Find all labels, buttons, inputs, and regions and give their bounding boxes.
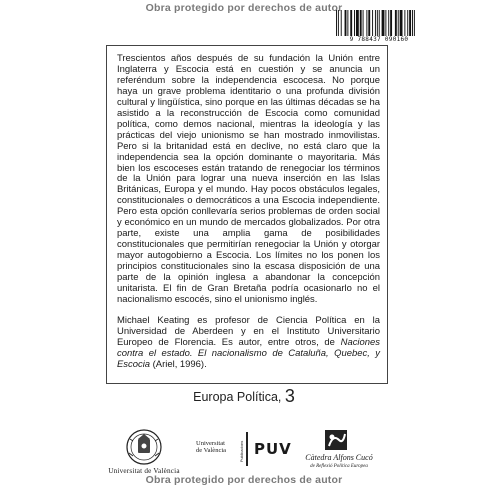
barcode-bars: [336, 10, 422, 37]
barcode-bar: [372, 10, 373, 37]
catedra-subtitle: de Reflexió Política Europea: [310, 464, 368, 469]
barcode-bar: [368, 10, 370, 37]
isbn-number: 9 788437 090160: [333, 36, 425, 43]
barcode-bar: [347, 10, 348, 37]
universitat-valencia-logo: [98, 427, 190, 477]
barcode-bar: [407, 10, 408, 37]
puv-divider: [246, 432, 248, 466]
copyright-watermark-bottom: Obra protegido por derechos de autor: [145, 474, 343, 486]
puv-vertical-label: Publicacions: [240, 440, 244, 462]
barcode-bar: [354, 10, 355, 37]
barcode-bar: [385, 10, 386, 37]
barcode-bar: [390, 10, 392, 37]
barcode-bar: [412, 10, 413, 37]
series-name: Europa Política,: [193, 390, 282, 404]
barcode-bar: [400, 10, 403, 37]
catedra-name: Càtedra Alfons Cucó: [305, 453, 373, 462]
copyright-watermark-top: Obra protegido por derechos de autor: [145, 2, 343, 14]
puv-uv-name: Universitat de València: [196, 440, 227, 454]
barcode-bar: [336, 10, 337, 37]
barcode-bar: [345, 10, 347, 37]
back-cover-text-box: [106, 45, 388, 384]
barcode-bar: [341, 10, 342, 37]
puv-wordmark: PUV: [254, 440, 292, 458]
barcode-bar: [388, 10, 389, 37]
barcode-bar: [377, 10, 378, 37]
barcode-bar: [356, 10, 359, 37]
author-bio: Michael Keating es profesor de Ciencia Política en la Universidad de Aberdeen y en el Instituto Universitario Europeo de Florencia. Es autor, entre otros, de Naciones contra el estado. El nacionalismo de Cataluña, Quebec, y Escocia (Ariel, 1996).: [117, 314, 380, 370]
barcode-bar: [395, 10, 397, 37]
synopsis-paragraph: Trescientos años después de su fundación la Unión entre Inglaterra y Escocia está en cuestión y se anuncia un referéndum sobre la independencia escocesa. No porque haya un grave problema identitario o una profunda división cultural y lingüística, sino porque en las últimas décadas se ha asistido a la reconstrucción de Escocia como comunidad política, como demos nacional, mientras la ideología y las prácticas del viejo unionismo se han mostrado inmovilistas. Pero si la britanidad está en declive, no está claro que la independencia sea la opción dominante o mayoritaria. Más bien los escoceses están tratando de renegociar los términos de la Unión para lograr una nueva inserción en las Islas Británicas, Europa y el mundo. Hay pocos obstáculos legales, constitucionales o democráticos a una Escocia independiente. Pero esta opción conllevaría serios problemas de orden social y económico en un mundo de mercados globalizados. Por otra parte, existe una amplia gama de posibilidades constitucionales que permitirían renegociar la Unión y otorgar mayor autogobierno a Escocia. Los límites no los ponen los principios constitucionales sino la escasa disposición de una parte de la opinión inglesa a abandonar la concepción unitarista. El fin de Gran Bretaña podría ocasionarlo no el nacionalismo escocés, sino el unionismo inglés.: [117, 53, 380, 305]
barcode-bar: [398, 10, 399, 37]
barcode-bar: [414, 10, 415, 37]
barcode-bar: [363, 10, 364, 37]
barcode-bar: [409, 10, 411, 37]
puv-publisher-logo: [196, 432, 292, 466]
series-title: [0, 386, 488, 407]
catedra-emblem-icon: [295, 429, 383, 453]
series-number: 3: [284, 386, 295, 406]
barcode-bar: [375, 10, 376, 37]
barcode-bar: [350, 10, 352, 37]
author-books-title: Naciones contra el estado. El nacionalismo de Cataluña, Quebec, y Escocia: [117, 336, 380, 370]
barcode-bar: [404, 10, 405, 37]
barcode-bar: [360, 10, 362, 37]
barcode-bar: [338, 10, 339, 37]
barcode-bar: [366, 10, 367, 37]
universitat-name: Universitat de València: [108, 467, 180, 475]
university-seal-icon: [98, 427, 190, 467]
catedra-logo: [295, 429, 383, 475]
barcode-bar: [379, 10, 380, 37]
barcode-bar: [382, 10, 385, 37]
